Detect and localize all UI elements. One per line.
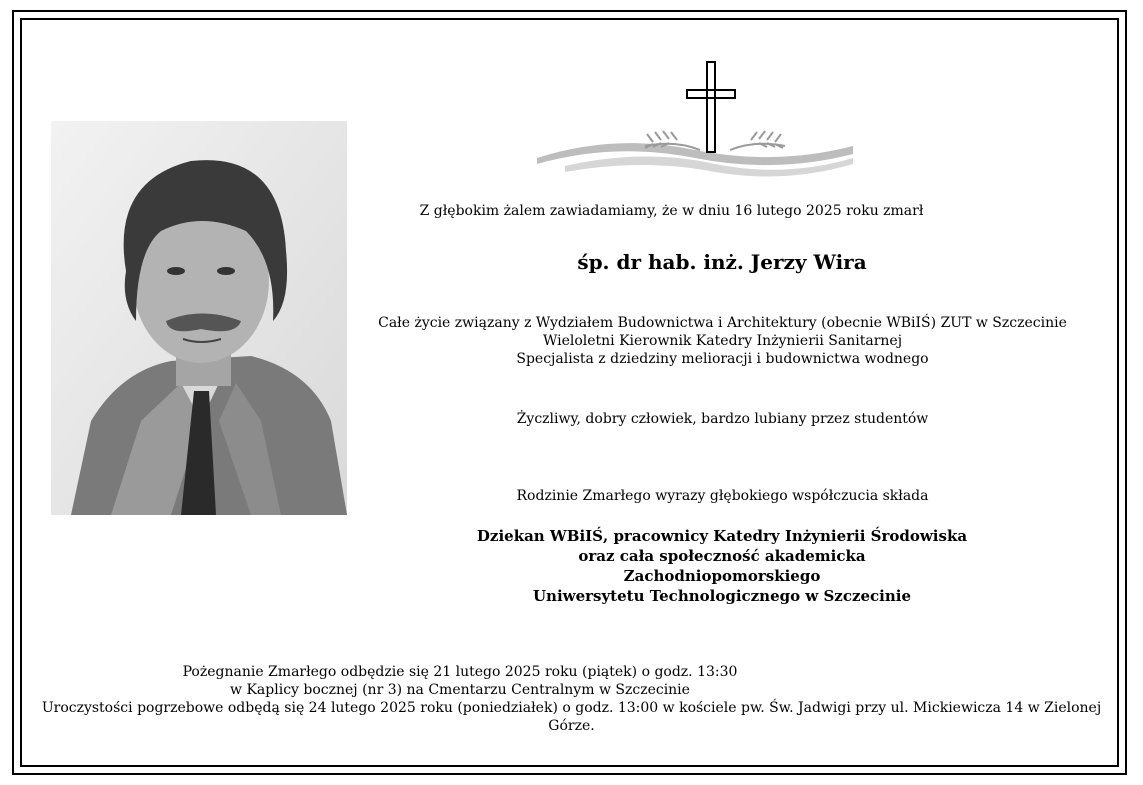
praise-text: Życzliwy, dobry człowiek, bardzo lubiany przez studentów xyxy=(516,411,929,427)
deceased-name: śp. dr hab. inż. Jerzy Wira xyxy=(577,250,867,274)
signers xyxy=(372,526,1072,606)
funeral-line: Pożegnanie Zmarłego odbędzie się 21 lutego 2025 roku (piątek) o godz. 13:30 xyxy=(182,664,738,680)
cross-with-wheat-icon xyxy=(535,58,855,188)
funeral-line: w Kaplicy bocznej (nr 3) na Cmentarzu Centralnym w Szczecinie xyxy=(230,682,690,698)
signer-line: Zachodniopomorskiego xyxy=(623,567,821,585)
bio-line: Wieloletni Kierownik Katedry Inżynierii Sanitarnej xyxy=(542,333,903,349)
bio-line: Całe życie związany z Wydziałem Budownictwa i Architektury (obecnie WBiIŚ) ZUT w Szczecinie xyxy=(378,315,1067,331)
condolences-text: Rodzinie Zmarłego wyrazy głębokiego współczucia składa xyxy=(516,488,929,504)
signer-line: Uniwersytetu Technologicznego w Szczecinie xyxy=(532,587,912,605)
bio-line: Specjalista z dziedziny melioracji i budownictwa wodnego xyxy=(516,351,929,367)
funeral-info xyxy=(40,663,1103,735)
funeral-line: Uroczystości pogrzebowe odbędą się 24 lutego 2025 roku (poniedziałek) o godz. 13:00 w kościele pw. Św. Jadwigi przy ul. Mickiewicza 14 w Zielonej Górze. xyxy=(41,700,1102,734)
intro-text: Z głębokim żalem zawiadamiamy, że w dniu 16 lutego 2025 roku zmarł xyxy=(419,203,924,219)
portrait-photo xyxy=(51,121,347,515)
signer-line: oraz cała społeczność akademicka xyxy=(578,547,866,565)
signer-line: Dziekan WBiIŚ, pracownicy Katedry Inżynierii Środowiska xyxy=(476,527,968,545)
biography xyxy=(350,314,1095,368)
